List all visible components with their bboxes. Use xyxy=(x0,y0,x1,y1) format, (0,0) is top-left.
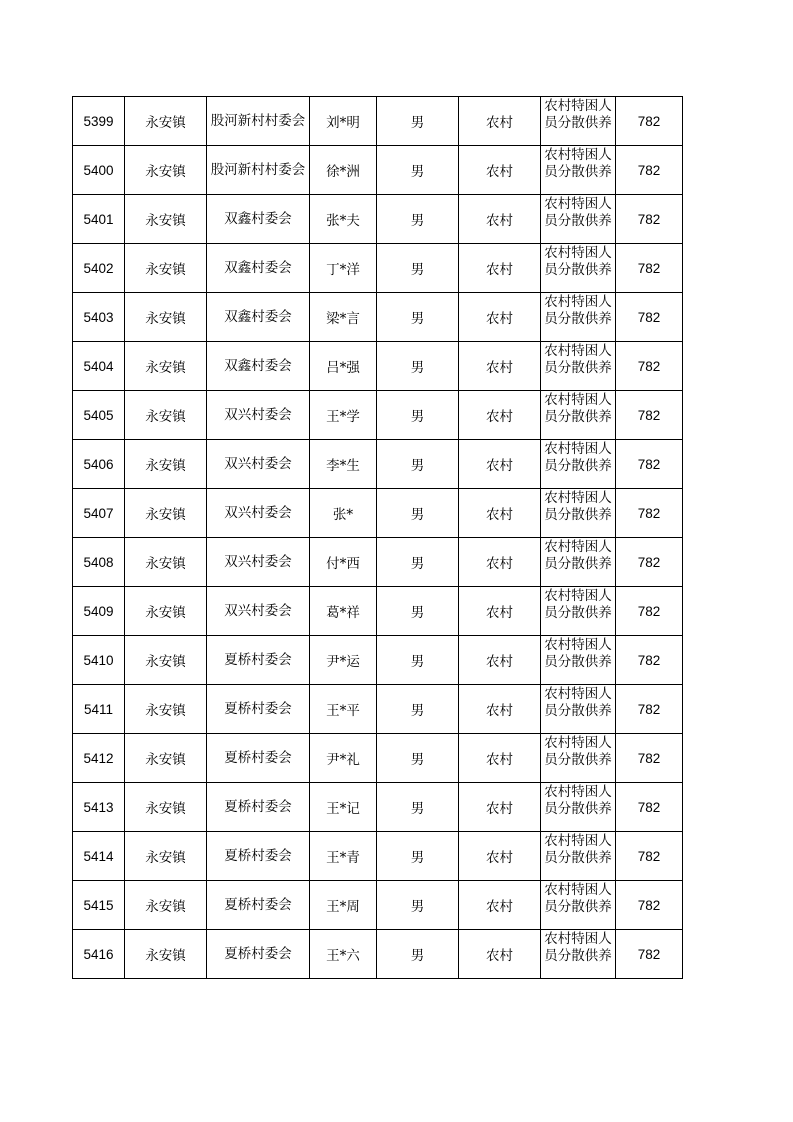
village-text: 夏桥村委会 xyxy=(224,847,292,864)
amount-cell: 782 xyxy=(616,538,683,587)
village-cell xyxy=(207,293,310,342)
table-row xyxy=(73,783,683,832)
village-text: 夏桥村委会 xyxy=(224,749,292,766)
amount-cell: 782 xyxy=(616,391,683,440)
amount-cell: 782 xyxy=(616,734,683,783)
town-cell: 永安镇 xyxy=(125,930,207,979)
record-id-cell: 5399 xyxy=(73,97,125,146)
gender-cell: 男 xyxy=(377,930,459,979)
category-text: 农村特困人员分散供养 xyxy=(544,784,612,817)
gender-cell: 男 xyxy=(377,636,459,685)
table-row xyxy=(73,587,683,636)
amount-cell: 782 xyxy=(616,342,683,391)
gender-cell: 男 xyxy=(377,293,459,342)
town-cell: 永安镇 xyxy=(125,97,207,146)
amount-cell: 782 xyxy=(616,832,683,881)
town-cell: 永安镇 xyxy=(125,244,207,293)
village-text: 双兴村委会 xyxy=(224,553,292,570)
category-text: 农村特困人员分散供养 xyxy=(544,882,612,915)
table-row xyxy=(73,293,683,342)
category-text: 农村特困人员分散供养 xyxy=(544,833,612,866)
category-cell xyxy=(541,685,616,734)
area-type-cell: 农村 xyxy=(459,293,541,342)
town-cell: 永安镇 xyxy=(125,734,207,783)
village-text: 双鑫村委会 xyxy=(224,357,292,374)
village-cell xyxy=(207,97,310,146)
village-text: 夏桥村委会 xyxy=(224,945,292,962)
village-text: 双兴村委会 xyxy=(224,406,292,423)
record-id-cell: 5414 xyxy=(73,832,125,881)
table-row xyxy=(73,391,683,440)
record-id-cell: 5405 xyxy=(73,391,125,440)
table-row xyxy=(73,195,683,244)
category-cell xyxy=(541,734,616,783)
person-name-cell: 葛*祥 xyxy=(310,587,377,636)
gender-cell: 男 xyxy=(377,440,459,489)
gender-cell: 男 xyxy=(377,146,459,195)
record-id-cell: 5406 xyxy=(73,440,125,489)
table-row xyxy=(73,97,683,146)
person-name-cell: 徐*洲 xyxy=(310,146,377,195)
village-cell xyxy=(207,244,310,293)
amount-cell: 782 xyxy=(616,930,683,979)
town-cell: 永安镇 xyxy=(125,440,207,489)
amount-cell: 782 xyxy=(616,783,683,832)
category-cell xyxy=(541,783,616,832)
town-cell: 永安镇 xyxy=(125,146,207,195)
table-row xyxy=(73,636,683,685)
table-row xyxy=(73,930,683,979)
village-cell xyxy=(207,440,310,489)
category-cell xyxy=(541,146,616,195)
category-cell xyxy=(541,97,616,146)
category-text: 农村特困人员分散供养 xyxy=(544,539,612,572)
gender-cell: 男 xyxy=(377,587,459,636)
category-text: 农村特困人员分散供养 xyxy=(544,294,612,327)
person-name-cell: 付*西 xyxy=(310,538,377,587)
gender-cell: 男 xyxy=(377,881,459,930)
town-cell: 永安镇 xyxy=(125,391,207,440)
record-id-cell: 5408 xyxy=(73,538,125,587)
gender-cell: 男 xyxy=(377,195,459,244)
village-text: 双兴村委会 xyxy=(224,602,292,619)
person-name-cell: 吕*强 xyxy=(310,342,377,391)
category-cell xyxy=(541,538,616,587)
table-row xyxy=(73,832,683,881)
record-id-cell: 5415 xyxy=(73,881,125,930)
village-cell xyxy=(207,636,310,685)
person-name-cell: 王*青 xyxy=(310,832,377,881)
amount-cell: 782 xyxy=(616,685,683,734)
category-cell xyxy=(541,342,616,391)
village-cell xyxy=(207,734,310,783)
record-id-cell: 5411 xyxy=(73,685,125,734)
area-type-cell: 农村 xyxy=(459,832,541,881)
area-type-cell: 农村 xyxy=(459,146,541,195)
table-body xyxy=(73,97,683,979)
town-cell: 永安镇 xyxy=(125,342,207,391)
table-row xyxy=(73,489,683,538)
gender-cell: 男 xyxy=(377,244,459,293)
category-text: 农村特困人员分散供养 xyxy=(544,441,612,474)
category-cell xyxy=(541,195,616,244)
record-id-cell: 5416 xyxy=(73,930,125,979)
record-id-cell: 5412 xyxy=(73,734,125,783)
category-text: 农村特困人员分散供养 xyxy=(544,343,612,376)
table-row xyxy=(73,244,683,293)
village-text: 双鑫村委会 xyxy=(224,210,292,227)
category-cell xyxy=(541,832,616,881)
village-cell xyxy=(207,195,310,244)
amount-cell: 782 xyxy=(616,440,683,489)
amount-cell: 782 xyxy=(616,587,683,636)
table-row xyxy=(73,146,683,195)
table-row xyxy=(73,342,683,391)
area-type-cell: 农村 xyxy=(459,587,541,636)
village-cell xyxy=(207,930,310,979)
area-type-cell: 农村 xyxy=(459,538,541,587)
gender-cell: 男 xyxy=(377,832,459,881)
person-name-cell: 张*夫 xyxy=(310,195,377,244)
category-cell xyxy=(541,489,616,538)
category-cell xyxy=(541,293,616,342)
gender-cell: 男 xyxy=(377,489,459,538)
town-cell: 永安镇 xyxy=(125,293,207,342)
village-text: 夏桥村委会 xyxy=(224,798,292,815)
record-id-cell: 5409 xyxy=(73,587,125,636)
records-table xyxy=(72,96,683,979)
gender-cell: 男 xyxy=(377,97,459,146)
person-name-cell: 王*平 xyxy=(310,685,377,734)
area-type-cell: 农村 xyxy=(459,734,541,783)
town-cell: 永安镇 xyxy=(125,783,207,832)
person-name-cell: 王*记 xyxy=(310,783,377,832)
gender-cell: 男 xyxy=(377,734,459,783)
category-text: 农村特困人员分散供养 xyxy=(544,98,612,131)
village-cell xyxy=(207,587,310,636)
amount-cell: 782 xyxy=(616,293,683,342)
amount-cell: 782 xyxy=(616,636,683,685)
category-text: 农村特困人员分散供养 xyxy=(544,686,612,719)
person-name-cell: 王*学 xyxy=(310,391,377,440)
table-row xyxy=(73,881,683,930)
amount-cell: 782 xyxy=(616,97,683,146)
village-text: 双兴村委会 xyxy=(224,455,292,472)
village-cell xyxy=(207,783,310,832)
town-cell: 永安镇 xyxy=(125,489,207,538)
category-cell xyxy=(541,881,616,930)
town-cell: 永安镇 xyxy=(125,587,207,636)
category-text: 农村特困人员分散供养 xyxy=(544,588,612,621)
area-type-cell: 农村 xyxy=(459,195,541,244)
gender-cell: 男 xyxy=(377,783,459,832)
village-cell xyxy=(207,832,310,881)
village-text: 股河新村村委会 xyxy=(210,161,306,178)
area-type-cell: 农村 xyxy=(459,930,541,979)
village-cell xyxy=(207,489,310,538)
area-type-cell: 农村 xyxy=(459,342,541,391)
gender-cell: 男 xyxy=(377,391,459,440)
town-cell: 永安镇 xyxy=(125,832,207,881)
village-cell xyxy=(207,391,310,440)
village-text: 双鑫村委会 xyxy=(224,308,292,325)
area-type-cell: 农村 xyxy=(459,636,541,685)
category-text: 农村特困人员分散供养 xyxy=(544,490,612,523)
area-type-cell: 农村 xyxy=(459,685,541,734)
amount-cell: 782 xyxy=(616,881,683,930)
person-name-cell: 尹*运 xyxy=(310,636,377,685)
town-cell: 永安镇 xyxy=(125,538,207,587)
amount-cell: 782 xyxy=(616,244,683,293)
category-text: 农村特困人员分散供养 xyxy=(544,196,612,229)
town-cell: 永安镇 xyxy=(125,881,207,930)
village-cell xyxy=(207,881,310,930)
village-cell xyxy=(207,538,310,587)
record-id-cell: 5413 xyxy=(73,783,125,832)
category-text: 农村特困人员分散供养 xyxy=(544,931,612,964)
village-text: 夏桥村委会 xyxy=(224,651,292,668)
category-text: 农村特困人员分散供养 xyxy=(544,735,612,768)
amount-cell: 782 xyxy=(616,195,683,244)
record-id-cell: 5401 xyxy=(73,195,125,244)
town-cell: 永安镇 xyxy=(125,636,207,685)
village-text: 双兴村委会 xyxy=(224,504,292,521)
village-text: 夏桥村委会 xyxy=(224,700,292,717)
village-cell xyxy=(207,146,310,195)
table-row xyxy=(73,734,683,783)
category-cell xyxy=(541,244,616,293)
category-text: 农村特困人员分散供养 xyxy=(544,147,612,180)
person-name-cell: 张* xyxy=(310,489,377,538)
category-text: 农村特困人员分散供养 xyxy=(544,245,612,278)
person-name-cell: 刘*明 xyxy=(310,97,377,146)
amount-cell: 782 xyxy=(616,489,683,538)
village-text: 双鑫村委会 xyxy=(224,259,292,276)
person-name-cell: 李*生 xyxy=(310,440,377,489)
area-type-cell: 农村 xyxy=(459,97,541,146)
category-cell xyxy=(541,440,616,489)
person-name-cell: 王*六 xyxy=(310,930,377,979)
area-type-cell: 农村 xyxy=(459,440,541,489)
record-id-cell: 5404 xyxy=(73,342,125,391)
village-cell xyxy=(207,342,310,391)
gender-cell: 男 xyxy=(377,538,459,587)
area-type-cell: 农村 xyxy=(459,244,541,293)
category-cell xyxy=(541,636,616,685)
table-row xyxy=(73,685,683,734)
record-id-cell: 5410 xyxy=(73,636,125,685)
area-type-cell: 农村 xyxy=(459,489,541,538)
amount-cell: 782 xyxy=(616,146,683,195)
category-text: 农村特困人员分散供养 xyxy=(544,637,612,670)
category-cell xyxy=(541,391,616,440)
town-cell: 永安镇 xyxy=(125,685,207,734)
person-name-cell: 王*周 xyxy=(310,881,377,930)
category-cell xyxy=(541,930,616,979)
record-id-cell: 5402 xyxy=(73,244,125,293)
person-name-cell: 梁*言 xyxy=(310,293,377,342)
table-row xyxy=(73,440,683,489)
record-id-cell: 5407 xyxy=(73,489,125,538)
gender-cell: 男 xyxy=(377,685,459,734)
town-cell: 永安镇 xyxy=(125,195,207,244)
village-text: 股河新村村委会 xyxy=(210,112,306,129)
area-type-cell: 农村 xyxy=(459,391,541,440)
person-name-cell: 丁*洋 xyxy=(310,244,377,293)
village-cell xyxy=(207,685,310,734)
record-id-cell: 5403 xyxy=(73,293,125,342)
table-row xyxy=(73,538,683,587)
record-id-cell: 5400 xyxy=(73,146,125,195)
village-text: 夏桥村委会 xyxy=(224,896,292,913)
area-type-cell: 农村 xyxy=(459,783,541,832)
person-name-cell: 尹*礼 xyxy=(310,734,377,783)
area-type-cell: 农村 xyxy=(459,881,541,930)
gender-cell: 男 xyxy=(377,342,459,391)
category-text: 农村特困人员分散供养 xyxy=(544,392,612,425)
category-cell xyxy=(541,587,616,636)
